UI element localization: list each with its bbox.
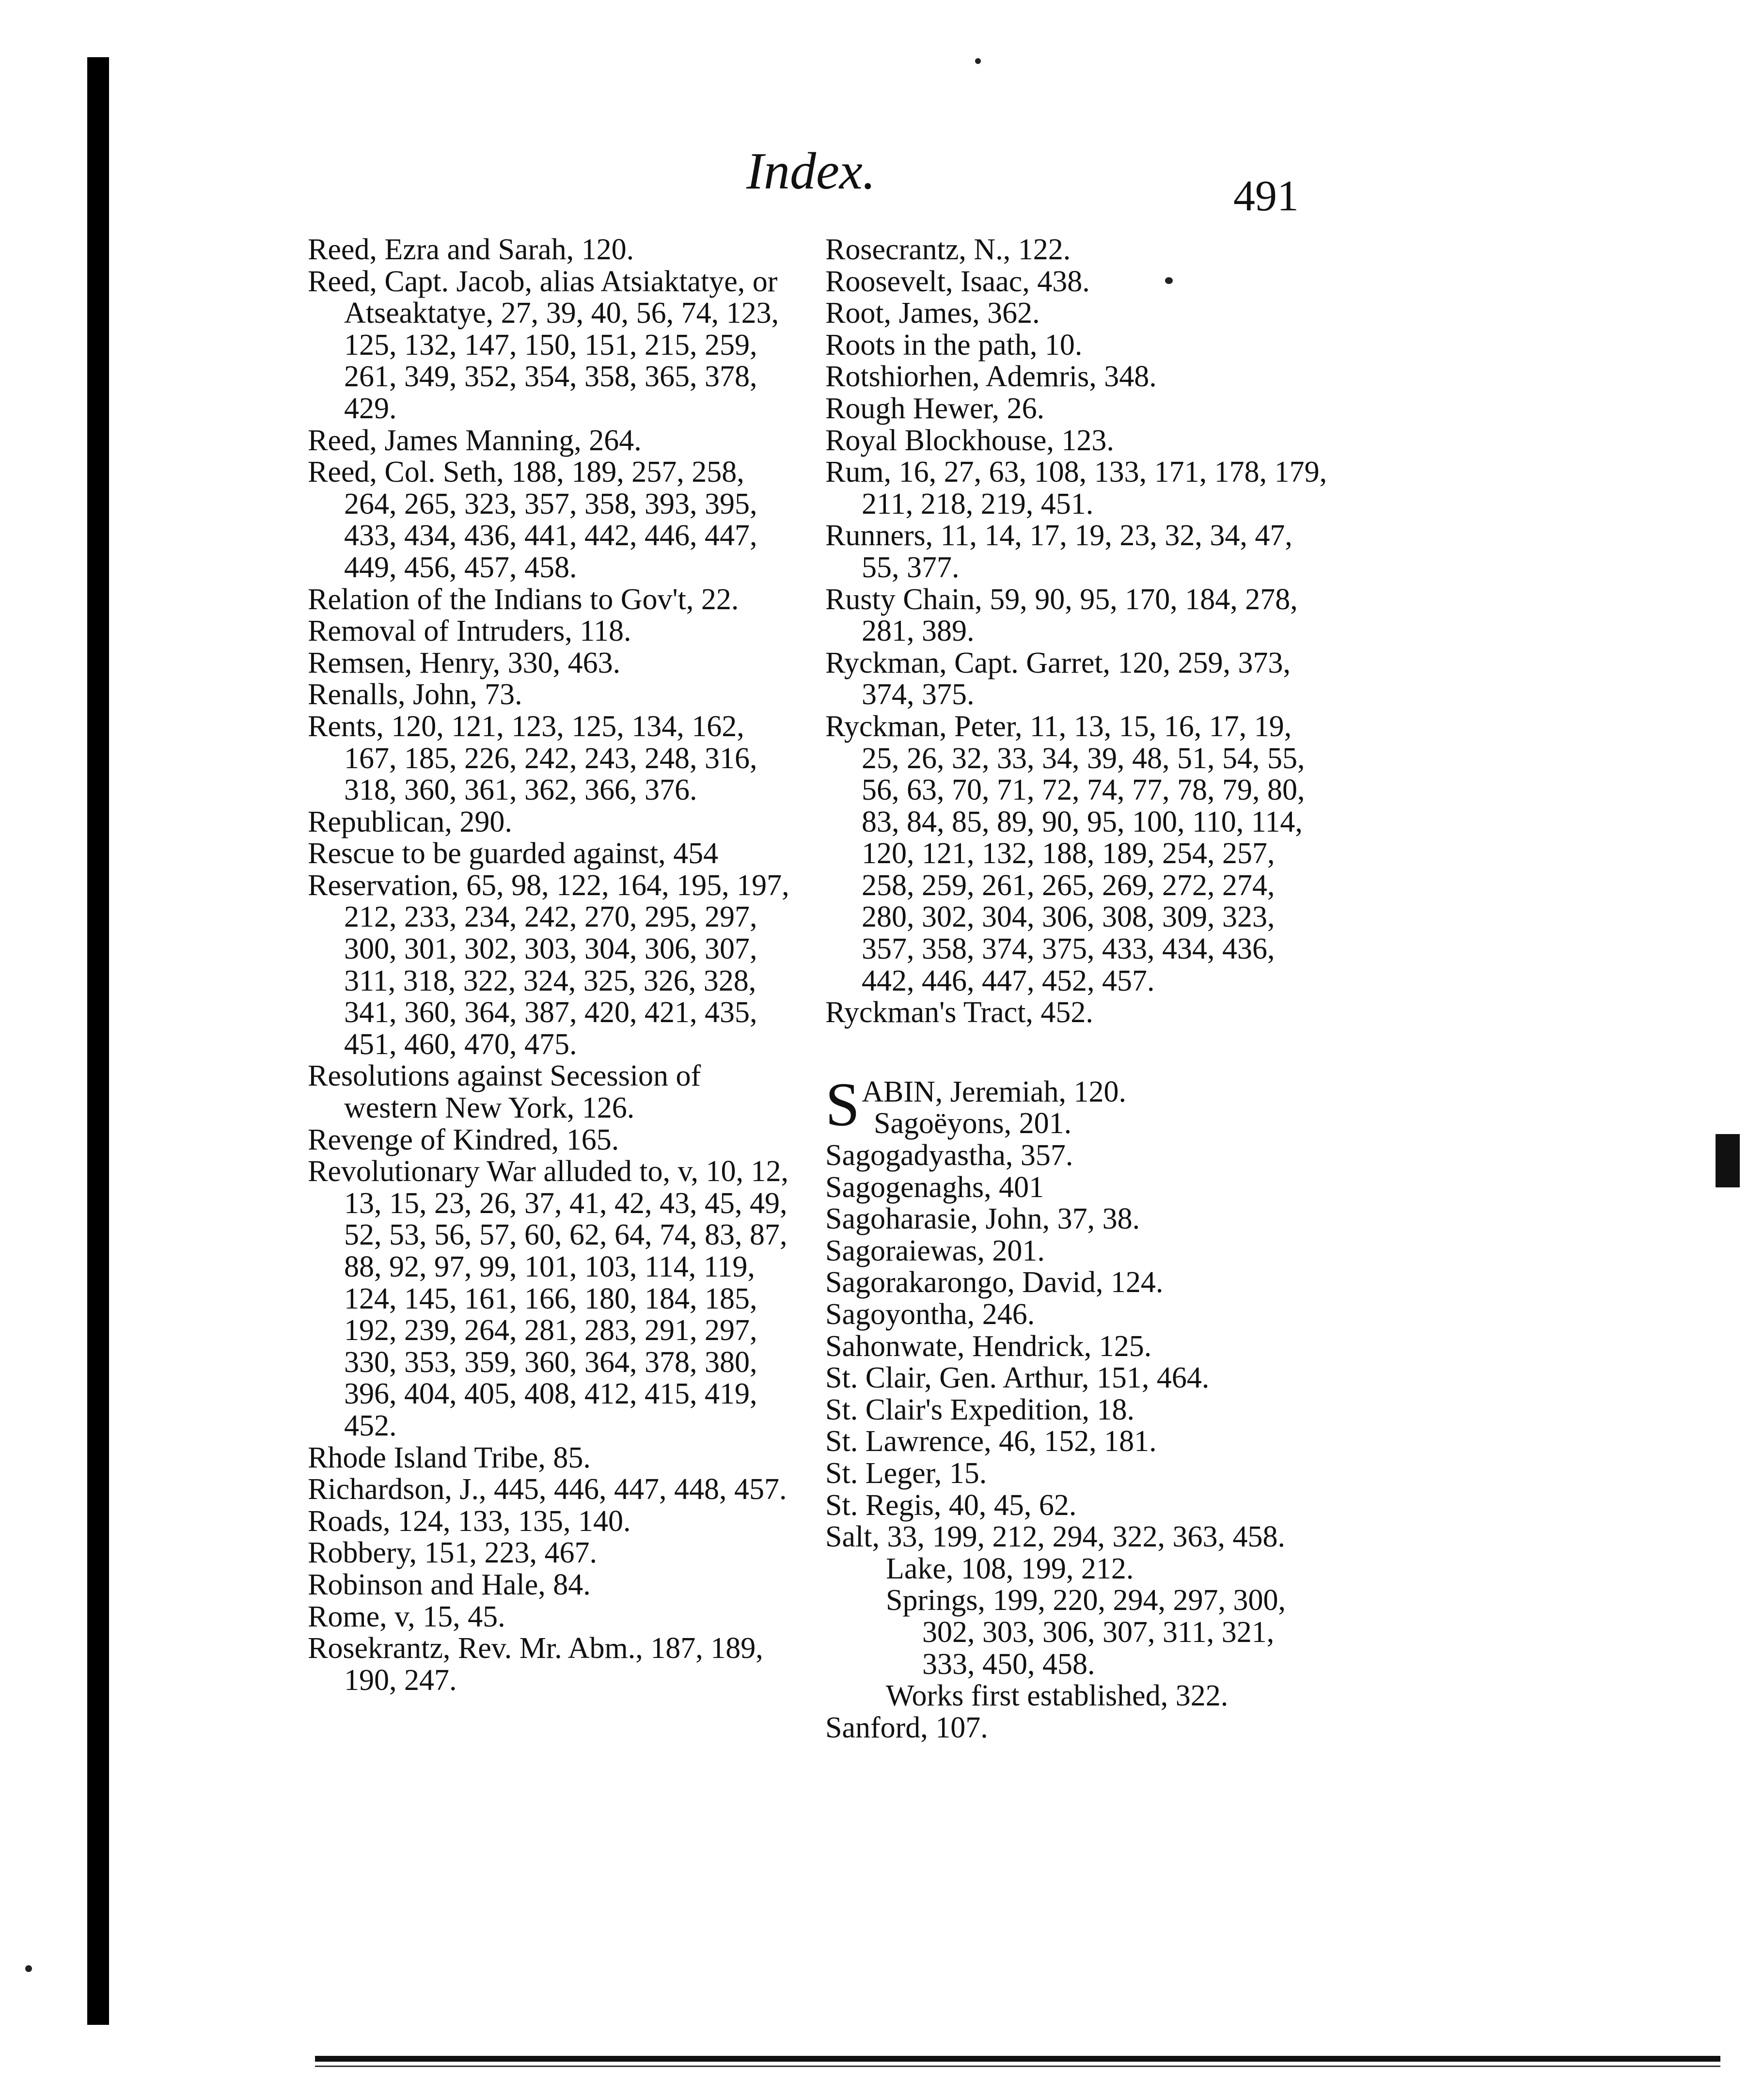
index-entry: Robinson and Hale, 84.	[308, 1568, 591, 1601]
scan-speck	[1165, 277, 1173, 284]
s-section-opening	[825, 1070, 1334, 1140]
index-entry: Runners, 11, 14, 17, 19, 23, 32, 34, 47, 55, 377.	[825, 519, 1292, 584]
index-entry: Rusty Chain, 59, 90, 95, 170, 184, 278, 281, 389.	[825, 583, 1298, 648]
index-entry: Reservation, 65, 98, 122, 164, 195, 197, 212, 233, 234, 242, 270, 295, 297, 300, 301, 302, 303, 304, 306, 307, 311, 318, 322, 324, 325, 326, 328, 341, 360, 364, 387, 420, 421, 435, 451, 460, 470, 475.	[308, 868, 789, 1061]
scan-speck	[975, 58, 981, 64]
index-entry: Sagoraiewas, 201.	[825, 1234, 1045, 1267]
index-entry: Republican, 290.	[308, 805, 512, 838]
index-entry: St. Clair's Expedition, 18.	[825, 1393, 1135, 1426]
index-entry: Rhode Island Tribe, 85.	[308, 1441, 591, 1474]
index-entry: Rotshiorhen, Ademris, 348.	[825, 360, 1157, 394]
index-subentry: Works first established, 322.	[886, 1679, 1228, 1713]
index-entry: Sagoëyons, 201.	[874, 1107, 1072, 1140]
index-entry: Sagoharasie, John, 37, 38.	[825, 1202, 1140, 1236]
index-subentry: Springs, 199, 220, 294, 297, 300, 302, 303, 306, 307, 311, 321, 333, 450, 458.	[886, 1584, 1286, 1681]
binding-edge-shadow	[87, 57, 109, 2025]
index-column-left	[308, 234, 800, 1696]
index-entry: Roots in the path, 10.	[825, 328, 1083, 362]
index-entry: Revenge of Kindred, 165.	[308, 1123, 619, 1156]
bottom-edge-shadow	[315, 2056, 1720, 2062]
index-entry: Revolutionary War alluded to, v, 10, 12, 13, 15, 23, 26, 37, 41, 42, 43, 45, 49, 52, 53, 56, 57, 60, 62, 64, 74, 83, 87, 88, 92, 97, 99, 101, 103, 114, 119, 124, 145, 161, 166, 180, 184, 185, 192, 239, 264, 281, 283, 291, 297, 330, 353, 359, 360, 364, 378, 380, 396, 404, 405, 408, 412, 415, 419, 452.	[308, 1155, 788, 1442]
index-entry: Rents, 120, 121, 123, 125, 134, 162, 167, 185, 226, 242, 243, 248, 316, 318, 360, 361, 362, 366, 376.	[308, 710, 757, 807]
index-entry: Sagorakarongo, David, 124.	[825, 1266, 1164, 1299]
index-entry: Reed, Ezra and Sarah, 120.	[308, 233, 634, 266]
index-entry: Rum, 16, 27, 63, 108, 133, 171, 178, 179, 211, 218, 219, 451.	[825, 456, 1327, 521]
index-entry: Reed, James Manning, 264.	[308, 424, 642, 457]
index-entry: Sagoyontha, 246.	[825, 1298, 1035, 1331]
page-number: 491	[1233, 172, 1299, 220]
bottom-edge-line	[315, 2066, 1720, 2067]
index-entry: Rome, v, 15, 45.	[308, 1600, 505, 1633]
index-entry: St. Lawrence, 46, 152, 181.	[825, 1425, 1157, 1458]
index-entry: Richardson, J., 445, 446, 447, 448, 457.	[308, 1473, 787, 1506]
index-entry: Royal Blockhouse, 123.	[825, 424, 1114, 457]
index-entry: St. Clair, Gen. Arthur, 151, 464.	[825, 1361, 1210, 1395]
scan-speck	[25, 1965, 32, 1972]
index-entry: Sagogenaghs, 401	[825, 1170, 1044, 1204]
index-entry: Ryckman, Peter, 11, 13, 15, 16, 17, 19, 25, 26, 32, 33, 34, 39, 48, 51, 54, 55, 56, 63, 70, 71, 72, 74, 77, 78, 79, 80, 83, 84, 85, 89, 90, 95, 100, 110, 114, 120, 121, 132, 188, 189, 254, 257, 258, 259, 261, 265, 269, 272, 274, 280, 302, 304, 306, 308, 309, 323, 357, 358, 374, 375, 433, 434, 436, 442, 446, 447, 452, 457.	[825, 710, 1305, 997]
index-entry: Remsen, Henry, 330, 463.	[308, 646, 621, 679]
page-title: Index.	[746, 142, 876, 200]
index-entry: Roosevelt, Isaac, 438.	[825, 265, 1090, 298]
index-entry: Rough Hewer, 26.	[825, 392, 1045, 425]
index-entry: Ryckman's Tract, 452.	[825, 996, 1093, 1029]
index-subentry: Lake, 108, 199, 212.	[886, 1552, 1134, 1585]
index-entry: Robbery, 151, 223, 467.	[308, 1536, 597, 1570]
index-entry: Roads, 124, 133, 135, 140.	[308, 1504, 631, 1538]
index-entry: Resolutions against Secession of western New York, 126.	[308, 1059, 701, 1125]
drop-cap-letter: S	[825, 1070, 860, 1139]
index-entry: Salt, 33, 199, 212, 294, 322, 363, 458.	[825, 1520, 1285, 1554]
index-entry: Reed, Col. Seth, 188, 189, 257, 258, 264, 265, 323, 357, 358, 393, 395, 433, 434, 436, 441, 442, 446, 447, 449, 456, 457, 458.	[308, 456, 757, 584]
index-column-right	[825, 234, 1334, 1744]
index-entry: Ryckman, Capt. Garret, 120, 259, 373, 374, 375.	[825, 646, 1291, 711]
index-entry: Renalls, John, 73.	[308, 678, 522, 711]
index-entry: Relation of the Indians to Gov't, 22.	[308, 583, 739, 616]
index-entry: St. Leger, 15.	[825, 1456, 987, 1490]
index-entry: Rescue to be guarded against, 454	[308, 837, 719, 870]
section-gap	[825, 1029, 1334, 1076]
index-entry: Sagogadyastha, 357.	[825, 1139, 1073, 1172]
index-entry: Removal of Intruders, 118.	[308, 615, 631, 648]
index-entry: St. Regis, 40, 45, 62.	[825, 1488, 1077, 1522]
index-entry: Root, James, 362.	[825, 297, 1040, 330]
index-entry: ABIN, Jeremiah, 120.	[862, 1075, 1127, 1108]
margin-scan-mark	[1716, 1134, 1740, 1187]
index-entry: Rosekrantz, Rev. Mr. Abm., 187, 189, 190, 247.	[308, 1632, 763, 1697]
index-entry: Sanford, 107.	[825, 1711, 988, 1744]
index-entry: Rosecrantz, N., 122.	[825, 233, 1071, 266]
index-entry: Sahonwate, Hendrick, 125.	[825, 1329, 1152, 1363]
index-entry: Reed, Capt. Jacob, alias Atsiaktatye, or Atseaktatye, 27, 39, 40, 56, 74, 123, 125, 132, 147, 150, 151, 215, 259, 261, 349, 352, 354, 358, 365, 378, 429.	[308, 265, 779, 425]
